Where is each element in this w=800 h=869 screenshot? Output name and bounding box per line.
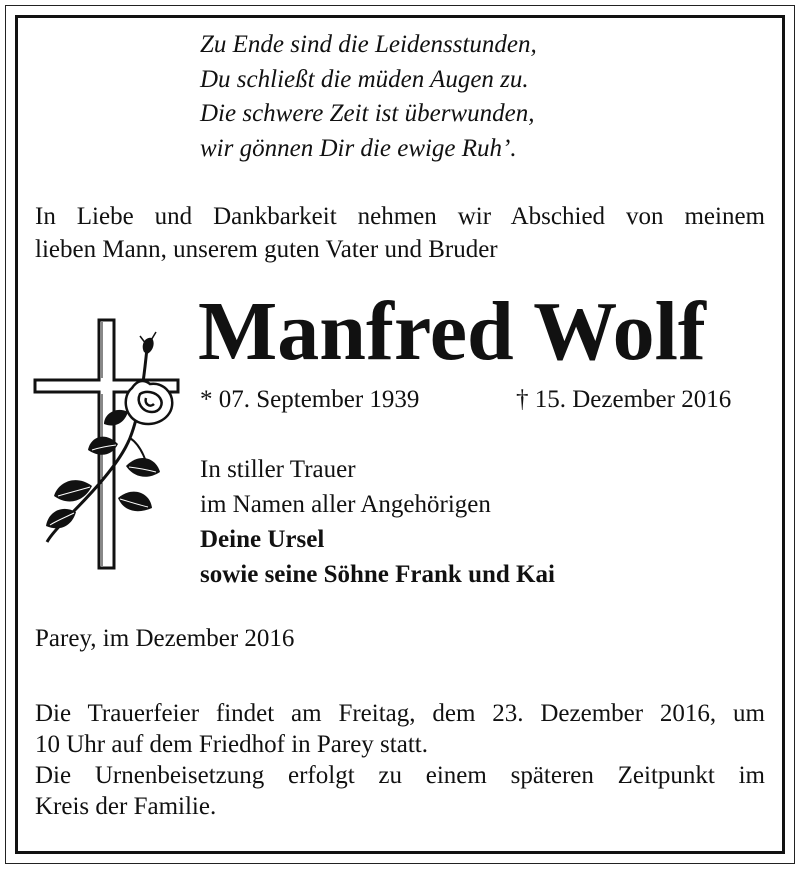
poem-line: Du schließt die müden Augen zu. (200, 65, 529, 93)
mourners (200, 452, 555, 592)
intro-line: In Liebe und Dankbarkeit nehmen wir Abschied von meinem (35, 203, 765, 230)
mourners-line: Deine Ursel (200, 526, 325, 553)
funeral-line: 10 Uhr auf dem Friedhof in Parey statt. (35, 731, 428, 758)
deceased-name: Manfred Wolf (198, 285, 706, 378)
poem-line: Die schwere Zeit ist überwunden, (200, 100, 535, 127)
intro-line: lieben Mann, unserem guten Vater und Bruder (35, 236, 498, 263)
place-date: Parey, im Dezember 2016 (35, 625, 295, 652)
mourners-line: im Namen aller Angehörigen (200, 491, 491, 518)
poem-line: wir gönnen Dir die ewige Ruh’. (200, 134, 517, 162)
poem-line: Zu Ende sind die Leidensstunden, (200, 31, 537, 58)
death-date: † 15. Dezember 2016 (516, 386, 732, 413)
mourners-line: sowie seine Söhne Frank und Kai (200, 561, 555, 588)
funeral-info (35, 698, 765, 822)
mourners-line: In stiller Trauer (200, 456, 356, 483)
intro-text (35, 200, 765, 266)
funeral-line: Kreis der Familie. (35, 793, 217, 820)
cross-with-rose-icon (32, 318, 182, 574)
birth-date: * 07. September 1939 (200, 386, 420, 413)
poem (200, 28, 537, 166)
funeral-line: Die Trauerfeier findet am Freitag, dem 23. Dezember 2016, um (35, 700, 765, 727)
funeral-line: Die Urnenbeisetzung erfolgt zu einem späteren Zeitpunkt im (35, 762, 765, 789)
